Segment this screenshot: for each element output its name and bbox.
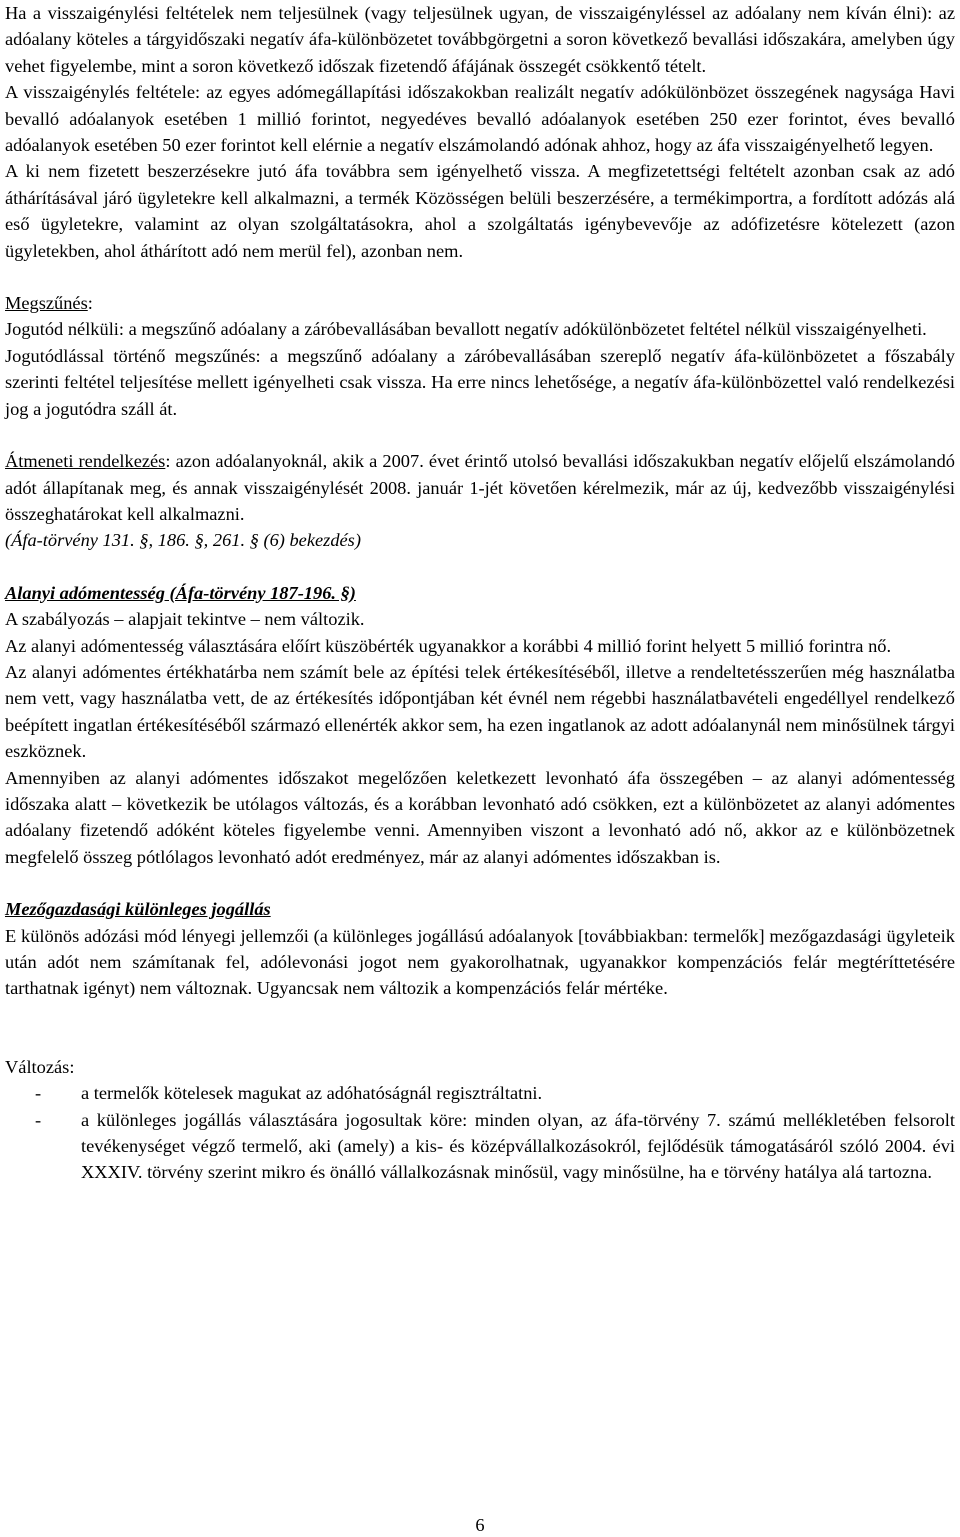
paragraph-refund-condition: A visszaigénylés feltétele: az egyes adómegállapítási időszakokban realizált negatív adókülönbözet összegének nagysága Havi bevalló adóalanyok esetében 1 millió forintot, negyedéves bevalló adóalanyok esetében 250 ezer forintot, éves bevalló adóalanyok esetében 50 ezer forintot kell elérnie a negatív elszámolandó adónak ahhoz, hogy az áfa visszaigényelhető legyen. [5,82,955,156]
paragraph-alanyi-3: Az alanyi adómentes értékhatárba nem számít bele az építési telek értékesítéséből, illetve a rendeltetésszerűen még használatba nem vett, vagy használatba vett, de az értékesítés időpontjában két évnél nem régebbi használatbavételi engedéllyel rendelkező beépített ingatlan értékesítéséből származó ellenérték akkor sem, ha ezen ingatlanok az adott adóalanynál nem minősülnek tárgyi eszköznek. [5,661,955,762]
paragraph-alanyi-1: A szabályozás – alapjait tekintve – nem változik. [5,609,365,630]
page-number: 6 [475,1515,485,1535]
spacer [5,1028,955,1054]
paragraph-no-successor: Jogutód nélküli: a megszűnő adóalany a záróbevallásában bevallott negatív adókülönbözetet feltétel nélkül visszaigényelheti. [5,319,927,340]
spacer [5,554,955,580]
valtozas-heading: Változás: [5,1056,75,1077]
list-item: - a különleges jogállás választására jogosultak köre: minden olyan, az áfa-törvény 7. számú mellékletében felsorolt tevékenységet végző termelő, aki (amely) a kis- és középvállalkozásokról, fejlődésük támogatásáról szóló 2004. évi XXXIV. törvény szerint mikro és önálló vállalkozásnak minősül, vagy minősülne, ha e törvény hatálya alá tartozna. [5,1107,955,1186]
list-item: - a termelők kötelesek magukat az adóhatóságnál regisztráltatni. [5,1080,955,1106]
spacer [5,422,955,448]
paragraph-mezogazdasagi: E különös adózási mód lényegi jellemzői (a különleges jogállású adóalanyok [továbbiakban: termelők] mezőgazdasági ügyleteik után adót nem számítanak fel, adólevonási jogot nem gyakorolhatnak, ugyanakkor kompenzációs felár megtéríttetésére tarthatnak igényt) nem változnak. Ugyancsak nem változik a kompenzációs felár mértéke. [5,925,955,999]
paragraph-alanyi-2: Az alanyi adómentesség választására előírt küszöbérték ugyanakkor a korábbi 4 millió forint helyett 5 millió forintra nő. [5,635,892,656]
spacer [5,870,955,896]
megszunes-heading: Megszűnés [5,293,88,314]
paragraph-negative-vat-carryforward: Ha a visszaigénylési feltételek nem teljesülnek (vagy teljesülnek ugyan, de visszaigényléssel az adóalany nem kíván élni): az adóalany köteles a tárgyidőszaki negatív áfa-különbözetet továbbgörgetni a soron következő bevallási időszakára, amelyben úgy vehet figyelembe, mint a soron következő időszak fizetendő áfájának összegét csökkentő tételt. [5,3,955,76]
atmeneti-heading: Átmeneti rendelkezés [5,451,166,472]
paragraph-alanyi-4: Amennyiben az alanyi adómentes időszakot megelőzően keletkezett levonható áfa összegében – az alanyi adómentesség időszaka alatt – következik be utólagos változás, és a korábban levonható adó csökken, ezt a különbözetet az alanyi adómentes adóalany fizetendő adóként köteles figyelembe venni. Amennyiben viszont a levonható adó nő, akkor az e különbözetnek megfelelő összeg pótlólagos levonható adót eredményez, már az alanyi adómentes időszakban is. [5,767,955,867]
dash-marker: - [35,1109,42,1130]
alanyi-heading: Alanyi adómentesség (Áfa-törvény 187-196. §) [5,582,356,603]
paragraph-unpaid-purchases: A ki nem fizetett beszerzésekre jutó áfa továbbra sem igényelhető vissza. A megfizetettségi feltételt azonban csak az adó áthárításával járó ügyletekre kell alkalmazni, a termék Közösségen belüli beszerzésére, a termékimportra, a fordított adózás alá eső ügyletekre, valamint az olyan szolgáltatásokra, ahol a szolgáltatás igénybevevője az adófizetésre kötelezett (azon ügyletekben, ahol áthárított adó nem merül fel), azonban nem. [5,161,955,261]
megszunes-heading-line: Megszűnés: [5,293,93,314]
spacer [5,264,955,290]
law-reference: (Áfa-törvény 131. §, 186. §, 261. § (6) bekezdés) [5,530,361,551]
document-page [5,0,955,1186]
paragraph-with-successor: Jogutódlással történő megszűnés: a megszűnő adóalany a záróbevallásában szereplő negatív áfa-különbözetet a főszabály szerinti feltétel teljesítése mellett igényelheti csak vissza. Ha erre nincs lehetősége, a negatív áfa-különbözettel való rendelkezési jog a jogutódra száll át. [5,345,955,419]
dash-marker: - [35,1083,42,1104]
paragraph-transitional: Átmeneti rendelkezés: azon adóalanyoknál, akik a 2007. évet érintő utolsó bevallási időszakukban negatív előjelű elszámolandó adót állapítanak meg, és annak visszaigénylését 2008. január 1-jét követően kérelmezik, már az új, kedvezőbb visszaigénylési összeghatárokat kell alkalmazni. [5,451,955,524]
changes-list [5,1080,955,1186]
spacer [5,1002,955,1028]
mezogazdasagi-heading: Mezőgazdasági különleges jogállás [5,899,271,920]
